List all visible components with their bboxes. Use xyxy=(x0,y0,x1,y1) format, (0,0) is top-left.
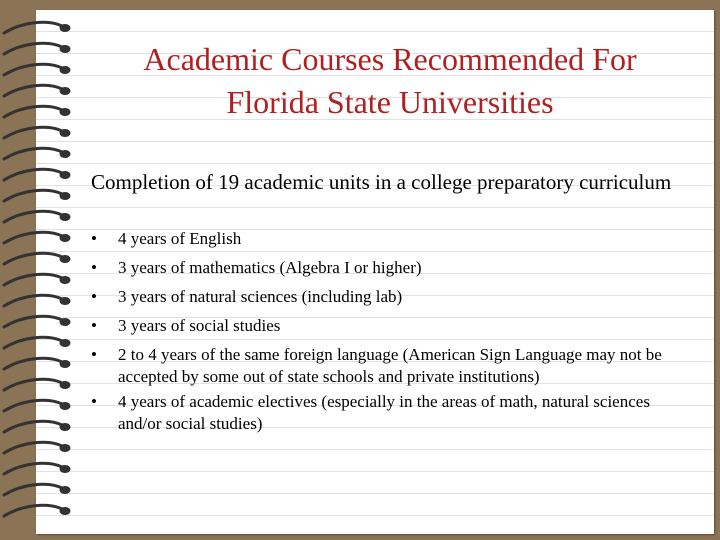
binding-ring-icon xyxy=(4,211,71,222)
bullet-icon: • xyxy=(91,392,97,411)
binding-ring-icon xyxy=(4,337,71,348)
binding-ring-icon xyxy=(4,64,71,75)
list-item xyxy=(91,391,691,435)
bullet-icon: • xyxy=(91,316,97,335)
list-item-text: 3 years of mathematics (Algebra I or higher) xyxy=(118,258,422,277)
title-line-2: Florida State Universities xyxy=(226,84,554,120)
list-item-text: 4 years of academic electives (especially in the areas of math, natural sciences and/or social studies) xyxy=(118,392,650,433)
binding-ring-icon xyxy=(4,400,71,411)
binding-ring-icon xyxy=(4,127,71,138)
binding-ring-icon xyxy=(4,295,71,306)
course-list xyxy=(91,228,691,442)
binding-ring-icon xyxy=(4,106,71,117)
list-item-text: 2 to 4 years of the same foreign language (American Sign Language may not be accepted by some out of state schools and private institutions) xyxy=(118,345,662,386)
binding-ring-icon xyxy=(4,253,71,264)
binding-ring-icon xyxy=(4,85,71,96)
list-item xyxy=(91,228,691,250)
binding-ring-icon xyxy=(4,379,71,390)
slide-title xyxy=(90,38,690,124)
binding-ring-icon xyxy=(4,169,71,180)
binding-ring-icon xyxy=(4,463,71,474)
list-item xyxy=(91,286,691,308)
binding-ring-icon xyxy=(4,22,71,33)
binding-ring-icon xyxy=(4,43,71,54)
title-line-1: Academic Courses Recommended For xyxy=(143,41,637,77)
binding-ring-icon xyxy=(4,232,71,243)
binding-ring-icon xyxy=(4,274,71,285)
list-item-text: 4 years of English xyxy=(118,229,242,248)
lead-statement: Completion of 19 academic units in a college preparatory curriculum xyxy=(91,170,672,194)
list-item xyxy=(91,257,691,279)
spiral-binding xyxy=(0,0,80,540)
binding-ring-icon xyxy=(4,421,71,432)
binding-ring-icon xyxy=(4,358,71,369)
binding-ring-icon xyxy=(4,148,71,159)
binding-ring-icon xyxy=(4,505,71,516)
bullet-icon: • xyxy=(91,258,97,277)
list-item-text: 3 years of social studies xyxy=(118,316,281,335)
binding-ring-icon xyxy=(4,190,71,201)
list-item xyxy=(91,344,691,388)
list-item-text: 3 years of natural sciences (including lab) xyxy=(118,287,403,306)
bullet-icon: • xyxy=(91,287,97,306)
bullet-icon: • xyxy=(91,345,97,364)
list-item xyxy=(91,315,691,337)
binding-ring-icon xyxy=(4,442,71,453)
binding-ring-icon xyxy=(4,484,71,495)
binding-ring-icon xyxy=(4,316,71,327)
bullet-icon: • xyxy=(91,229,97,248)
